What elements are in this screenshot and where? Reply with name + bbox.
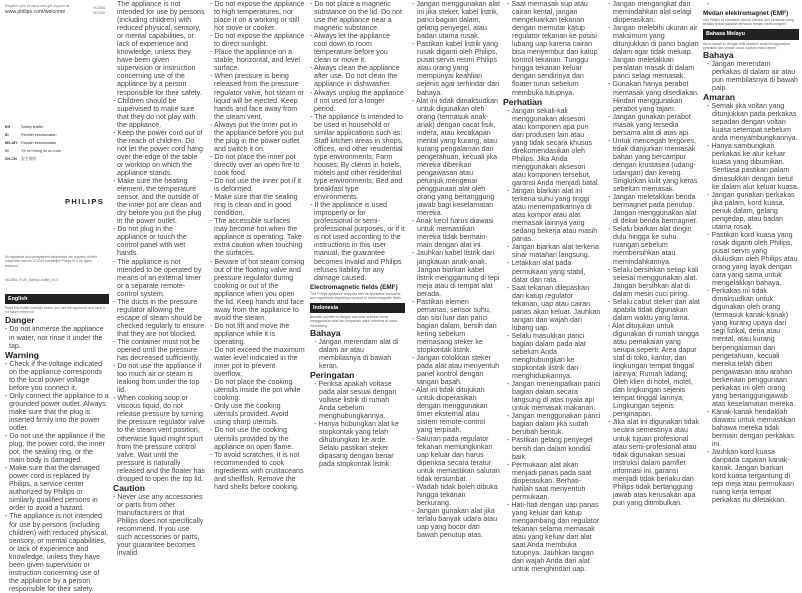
list-item: - Selalu bersihkan setiap kali selesai menggunakan alat. Jangan bersihkan alat di dalam mesin cuci piring. xyxy=(608,265,699,298)
list-item: - Make sure that the damaged power cord is replaced by Philips, a service center authorized by Philips or similarly qualified persons in order to avoid a hazard. xyxy=(5,464,100,513)
list-item: - Do not expose the appliance to direct sunlight. xyxy=(210,32,305,49)
cover-column xyxy=(5,0,109,593)
indonesia-column-4 xyxy=(604,0,700,577)
list-item: - Jangan gunakan perabot masak yang tersedia bersama alat di atas api. xyxy=(608,112,691,137)
list-item: - Jangan meletakkan peralatan masak di dalam panci selagi memasak. xyxy=(608,56,695,81)
list-item: - Alat ditujukan untuk digunakan di rumah tangga atau pemakaian yang serupa seperti: Area dapur staf di toko, kantor, dan lingkungan tempat tinggal lainnya; Rumah ladang; Oleh klien di hotel, motel, dan lingkungan sejenis tempat tinggal lainnya; Lingkungan sejenis penginapan. xyxy=(608,321,699,419)
list-item: - The accessible surfaces may become hot when the appliance is operating. Take extra caution when touching the surfaces. xyxy=(210,217,303,258)
indonesia-danger-title: Bahaya xyxy=(310,327,341,338)
list-item: - Anak kecil harus diawasi untuk memastikan mereka tidak bermain-main dengan alat ini. xyxy=(412,217,494,250)
list-item: - Jauhkan kabel listrik dari jangkauan anak-anak. Jangan biarkan kabel listrik menggantung di tepi meja atau di tempat alat berada. xyxy=(412,249,500,298)
model-code-1: HD2581 xyxy=(93,6,106,10)
list-item: - Jangan menggunakan alat ini jika steker, kabel listrik, panci bagian dalam, gelang penyegel, atau badan utama rusak. xyxy=(412,0,500,41)
list-item: - Only use the cooking utensils provided. Avoid using sharp utensils. xyxy=(210,402,289,427)
malay-warning-title: Amaran xyxy=(703,92,735,103)
list-item: - xyxy=(707,0,710,8)
doc-code: HD2581_9 US_Safety Leaflet_V1.0 xyxy=(5,278,59,282)
list-item: - When pressure is being released from the pressure regulator valve, hot steam or liquid will be ejected. Keep hands and face away from the steam vent. xyxy=(210,72,304,121)
list-item: - To avoid scratches, it is not recommended to cook ingredients with crustaceans and shellfish. Remove the hard shells before cooking. xyxy=(210,450,304,491)
list-item: - Do not place the inner pot directly over an open fire to cook food. xyxy=(210,152,300,177)
english-band: English xyxy=(5,294,109,304)
list-item: - Only connect the appliance to a grounded power outlet. Always make sure that the plug is inserted firmly into the power outlet. xyxy=(5,391,109,432)
list-item: - Pastikan elemen pemanas, sensor suhu, dan sisi luar dari panci bagian dalam, bersih dan kering sebelum memasang steker ke stopkontak listrik. xyxy=(412,297,497,355)
english-danger-item: - Do not immerse the appliance in water, nor rinse it under the tap. xyxy=(5,325,104,350)
english-warning-title: Warning xyxy=(5,349,40,360)
list-item: - Jangan sekali-kali menggunakan aksesori atau komponen apa pun dari produsen lain atau yang tidak secara khusus direkomendasikan oleh Philips. Jika Anda menggunakan aksesori atau komponen tersebut, garansi Anda menjadi batal. xyxy=(507,106,600,187)
list-item: - Place the appliance on a stable, horizontal, and level surface. xyxy=(210,48,300,73)
list-item: - The appliance is not intended to be operated by means of an external timer or a separate remote-control system. xyxy=(113,257,202,298)
list-item: - Jangan merendam perkakas di dalam air atau pun membilasnya di bawah paip. xyxy=(707,59,798,93)
indonesia-caution-title: Perhatian xyxy=(503,96,543,107)
list-item: - Make sure that the sealing ring is clean and in good condition. xyxy=(210,193,298,218)
indonesia-band: Indonesia xyxy=(310,303,405,313)
list-item: - Wadah tidak boleh dibuka hingga tekanan berkurang. xyxy=(412,482,498,507)
list-item: - Jangan colokkan steker pada alat atau menyentuh panel kontrol dengan tangan basah. xyxy=(412,354,500,387)
list-item: - The appliance is not intended for use by persons (including children) with reduced physical, sensory, or mental capabilities, or lack of experience and knowledge, unless they have been given supervision or instruction concerning use of the appliance by a person responsible for their safety. xyxy=(5,512,108,593)
list-item: - Jangan gunakan alat jika terlalu banyak udara atau uap yang bocor dari bawah penutup atas. xyxy=(412,506,498,540)
malay-danger-title: Bahaya xyxy=(703,49,734,60)
list-item: - Jangan meletakkan benda bermagnet pada penutup. Jangan menggunakan alat di dekat benda bermagnet. xyxy=(608,193,698,226)
list-item: - Do not plug in the appliance or touch the control panel with wet hands. xyxy=(113,225,187,258)
list-item: - Hati-hati dengan uap panas yang keluar dari katup mengambang dan regulator tekanan selama memasak atau yang keluar dari alat saat Anda membuka tutupnya. Jauhkan tangan dan wajah Anda dari alat untuk menghindari uap. xyxy=(507,500,600,574)
language-row: VI Tờ rơi thông tin an toàn xyxy=(5,149,61,153)
list-item: - Hanya sambungkan perkakas ke alur keluar kuasa yang dibumikan. Sentiasa pastikan palam dimasukkan dengan betul ke dalam alur keluar kuasa. xyxy=(707,142,799,191)
list-item: - Selalu masukkan panci bagian dalam pada alat sebelum Anda menghubungkan ke stopkontak listrik dan menghidupkannya. xyxy=(507,331,586,381)
list-item: - Check if the voltage indicated on the appliance corresponds to the local power voltage before you connect it. xyxy=(5,359,103,392)
list-item: - The container must not be opened until the pressure has decreased sufficiently. xyxy=(113,337,200,363)
english-danger-title: Danger xyxy=(5,315,35,326)
list-item: - Alat ini tidak ditujukan untuk dioperasikan dengan menggunakan timer eksternal atau sistem remote-control yang terpisah. xyxy=(412,386,488,435)
list-item: - Jangan merendam alat di dalam air atau membilasnya di bawah keran. xyxy=(314,337,399,370)
list-item: - Jangan menggunakan panci bagian dalam jika sudah berubah bentuk. xyxy=(507,412,601,437)
english-warning-list xyxy=(5,360,109,593)
list-item: - Saat tekanan dilepaskan dari katup regulator tekanan, uap atau cairan panas akan keluar. Jauhkan tangan dan wajah dari lubang uap. xyxy=(507,283,601,332)
list-item: - Do not use the appliance if too much air or steam is leaking from under the top lid. xyxy=(113,362,202,395)
list-item: - Hanya hubungkan alat ke stopkontak yang telah dihubungkan ke arde. Selalu pastikan steker dipasang dengan benar pada stopkontak listrik. xyxy=(314,420,399,469)
malay-band: Bahasa Melayu xyxy=(703,29,799,39)
language-row: MS-MY Risalah keselamatan xyxy=(5,141,57,145)
language-row: EN Safety leaflet xyxy=(5,125,43,129)
list-item: - Do not exceed the maximum water level indicated in the inner pot to prevent overflow. xyxy=(210,346,305,379)
list-item: - When cooking soup or viscous liquid, do not release pressure by turning the pressure regulator valve to the steam vent position, otherwise liquid might spurt from the pressure control valve. Wait until the pressure is naturally released and the floater has dropped to open the top lid. xyxy=(113,394,205,483)
list-item: - Selalu biarkan alat dingin dulu hingga ke suhu ruangan sebelum membersihkan atau memindahkannya. xyxy=(608,225,692,266)
list-item: - Saluran pada regulator tekanan memungkinkan uap keluar dan harus diperiksa secara teratur untuk memastikan saluran tidak tersumbat. xyxy=(412,434,500,483)
list-item: - Saat memasak sup atau cairan kental, jangan mengeluarkan tekanan dengan memutar katup regulator tekanan ke posisi lubang uap karena cairan bisa menyembur dari katup kontrol tekanan. Tunggu hingga tekanan keluar dengan sendirinya dan floater turun sebelum membuka tutupnya. xyxy=(507,0,598,97)
english-emf-text: This Philips appliance complies with all applicable standards and regulations regarding exposure to electromagnetic fields. xyxy=(310,291,402,300)
english-emf-title: Electromagnetic fields (EMF) xyxy=(310,283,398,291)
english-indonesia-column xyxy=(310,0,405,577)
list-item: - Children should be supervised to make sure that they do not play with the appliance. xyxy=(113,96,196,129)
list-item: - Periksa apakah voltase pada alat sesuai dengan voltase listrik di rumah Anda sebelum menghubungkannya. xyxy=(314,379,397,421)
list-item: - The appliance is intended to be used in household or similar applications such as: Staff kitchen areas in shops, offices, and other residential type environments; Farm houses; By clients in hotels, motels and other residential type environments; Bed and breakfast type environments. xyxy=(310,112,403,202)
list-item: - Letakkan alat pada permukaan yang stabil, datar dan rata. xyxy=(507,259,586,284)
list-item: - Do not use the inner pot if it is deformed. xyxy=(210,177,302,194)
malay-column xyxy=(703,0,799,577)
malay-intro: Baca risalah ini dengan teliti sebelum anda menggunakan perkakas dan simpan untuk rujukan masa depan. xyxy=(703,41,790,50)
indonesia-emf-title: Medan elektromagnet (EMF) xyxy=(703,10,789,18)
list-item: - Do not use the cooking utensils provided by the appliance on open flame. xyxy=(210,426,294,451)
list-item: - The ducts in the pressure regulator allowing the escape of steam should be checked regularly to ensure that they are not blocked. xyxy=(113,297,205,338)
list-item: - Beware of hot steam coming out of the floating valve and pressure regulator during cooking or out of the appliance when you open the lid. Keep hands and face away from the appliance to avoid the steam. xyxy=(210,257,305,322)
list-item: - Alat ini tidak dimaksudkan untuk digunakan oleh orang (termasuk anak-anak) dengan cacat fisik, indera, atau kecakapan mental yang kurang, atau kurang pengalaman dan pengetahuan, kecuali jika mereka diberikan pengawasan atau petunjuk mengenai penggunaan alat oleh orang yang bertanggung jawab bagi keselamatan mereka. xyxy=(412,96,498,218)
list-item: - Permukaan alat akan menjadi panas pada saat dioperasikan. Berhati-hatilah saat menyentuh permukaan. xyxy=(507,460,592,501)
language-list xyxy=(5,123,61,163)
list-item: - Do not place the cooking utensils inside the pot while cooking. xyxy=(210,378,301,403)
list-item: - Jangan biarkan alat ini terkena suhu yang tinggi atau menempatkannya di atas kompor atau alat memasak lainnya yang sedang bekerja atau masih panas. xyxy=(507,187,598,244)
list-item: - Jangan menempatkan panci bagian dalam secara langsung di atas nyala api untuk memasak makanan. xyxy=(507,380,601,413)
list-item: - Semak jika voltan yang ditunjukkan pada perkakas sepadan dengan voltan kuasa setempat sebelum anda menyambungkannya. xyxy=(707,102,798,143)
indonesia-column-2 xyxy=(408,0,500,577)
indonesia-warning-title: Peringatan xyxy=(310,369,355,380)
register-line: Register your product and get support at xyxy=(5,4,70,8)
list-item: - Jauhkan kord kuasa daripada capaian kanak-kanak. Jangan biarkan kord kuasa tergantung di tepi meja atau permukaan ruang kerja tempat perkakas itu diletakkan. xyxy=(707,448,795,505)
list-item: - Always unplug the appliance if not used for a longer period. xyxy=(310,88,404,113)
list-item: - Jangan biarkan alat terkena sinar matahari langsung. xyxy=(507,243,599,260)
list-item: - Do not use the appliance if the plug, the power cord, the inner pot, the sealing ring, or the main body is damaged. xyxy=(5,432,106,465)
model-code-2: HD2582 xyxy=(93,11,106,15)
english-column-3 xyxy=(210,0,305,577)
legal-notice: All registered and unregistered trademarks are property of their respective owners. © 2019 Koninklijke Philips N.V. All rights reserved. xyxy=(5,255,97,268)
list-item: The appliance is not intended for use by persons (including children) with reduced physical, sensory, or mental capabilities, or lack of experience and knowledge, unless they have been given supervision or instruction concerning use of the appliance by a person responsible for their safety. xyxy=(117,0,205,97)
list-item: - Do not lift and move the appliance while it is operating. xyxy=(210,321,290,346)
list-item: - Make sure the heating element, the temperature sensor, and the outside of the inner pot are clean and dry before you put the plug in the power outlet. xyxy=(113,177,202,226)
list-item: - Do not expose the appliance to high temperatures, nor place it on a working or still hot stove or cooker. xyxy=(210,0,305,33)
list-item: - Untuk mencegah tergores, tidak dianjurkan memasak bahan yang bercampur dengan krustasea (udang-udangan) dan kerang. Singkirkan kulit yang keras sebelum memasak. xyxy=(608,136,698,194)
english-column-2 xyxy=(113,0,205,577)
language-row: ZH-CN 安全说明 xyxy=(5,157,37,161)
language-row: ID Pamflet keselamatan xyxy=(5,133,57,137)
list-item: - Jangan melebihi ukuran air maksimum yang ditunjukkan di panci bagian dalam agar tidak meluap. xyxy=(608,24,699,57)
list-item: - Always clean the appliance after use. Do not clean the appliance in dishwasher. xyxy=(310,64,400,89)
indonesia-emf-text: Alat Philips ini mematuhi semua standar dan peraturan yang berlaku terkait paparan terhadap medan elektromagnet. xyxy=(703,18,794,27)
indonesia-intro: Bacalah pamflet ini dengan saksama sebelum Anda menggunakan alat dan simpanlah untuk referensi di masa mendatang. xyxy=(310,315,398,328)
list-item: - Perkakas ini tidak dimaksudkan untuk digunakan oleh orang (termasuk kanak-kanak) yang kurang upaya dari segi fizikal, deria atau mental, atau kurang berpengalaman dan pengetahuan, kecuali mereka telah diberi pengawasan atau arahan berkenaan penggunaan perkakas ini oleh orang yang bertanggungjawab atas keselamatan mereka. xyxy=(707,287,796,408)
indonesia-column-3 xyxy=(503,0,601,577)
list-item: - Do not place a magnetic substance on the lid. Do not use the appliance near a magnetic substance. xyxy=(310,0,402,33)
list-item: - Pastikan kabel listrik yang rusak diganti oleh Philips, pusat servis resmi Philips atau orang yang mempunyai keahlian sejenis agar terhindar dari bahaya. xyxy=(412,40,500,97)
list-item: - Jangan mengangkat dan memindahkan alat selagi dioperasikan. xyxy=(608,0,692,25)
list-item: - Selalu cabut steker dari alat apabila tidak digunakan dalam waktu yang lama. xyxy=(608,297,700,322)
list-item: - Pastikan kord kuasa yang rosak diganti oleh Philips, pusat servis yang diluluskan oleh Philips atau orang yang layak dengan cara yang sama untuk mengelakkan bahaya. xyxy=(707,230,798,288)
list-item: - Keep the power cord out of the reach of children. Do not let the power cord hang over the edge of the table or worktop on which the appliance stands. xyxy=(113,128,203,177)
list-item: - Pastikan gelang penyegel bersih dan dalam kondisi baik. xyxy=(507,436,593,461)
brand-logo: PHILIPS xyxy=(65,197,105,206)
website-link[interactable]: www.philips.com/welcome xyxy=(5,9,66,15)
list-item: - Jika alat ini digunakan tidak secara semestinya atau untuk tujuan profesional atau semi-profesional atau tidak digunakan sesuai instruksi dalam pamflet informasi ini, garansi menjadi tidak berlaku dan Philips tidak bertanggung jawab atas kerusakan apa pun yang ditimbulkan. xyxy=(608,418,700,507)
list-item: - If the appliance is used improperly or for professional or semi-professional purposes, or if it is not used according to the instructions in this user manual, the guarantee becomes invalid and Philips refuses liability for any damage caused. xyxy=(310,201,405,282)
english-caution-title: Caution xyxy=(113,482,145,493)
english-intro: Read this leaflet carefully before you use the appliance and save it for future reference. xyxy=(5,306,105,315)
list-item: - Jangan gunakan perkakas jika palam, kord kuasa, periuk dalam, gelang pengedap, atau badan utama rosak. xyxy=(707,190,795,231)
list-item: - Always put the inner pot in the appliance before you put the plug in the power outlet and switch it on. xyxy=(210,120,304,153)
list-item: - Kanak-kanak hendaklah diawasi untuk memastikan bahawa mereka tidak bermain dengan perkakas ini. xyxy=(707,407,796,449)
list-item: - Never use any accessories or parts from other manufacturers or that Philips does not specifically recommend. If you use such accessories or parts, your guarantee becomes invalid. xyxy=(113,492,204,558)
list-item: - Gunakan hanya perabot memasak yang disediakan. Hindari menggunakan perabot yang tajam. xyxy=(608,80,699,113)
list-item: - Always let the appliance cool down to room temperature before you clean or move it. xyxy=(310,32,391,65)
